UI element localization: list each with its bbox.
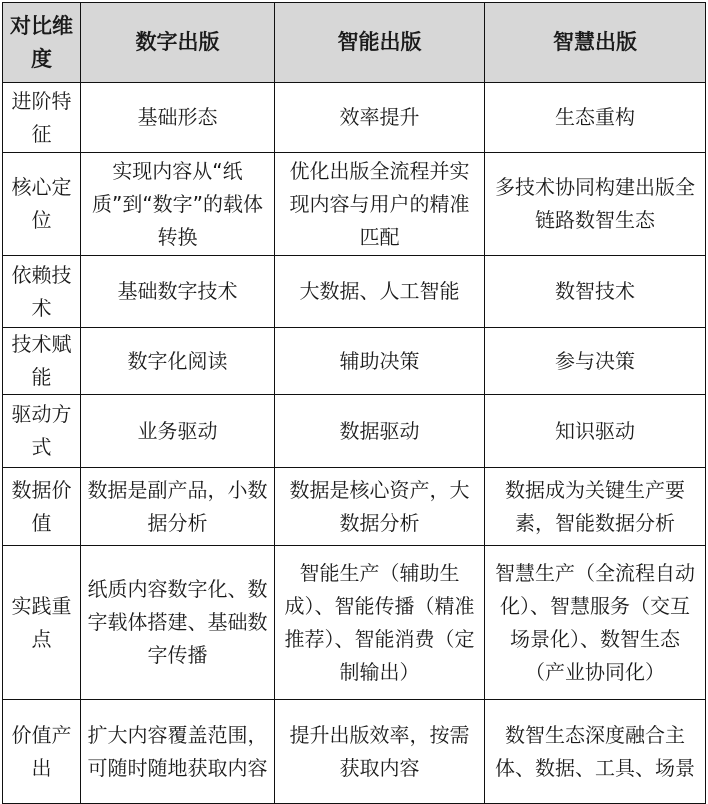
table-row	[3, 395, 706, 468]
row-dimension: 数据价值	[3, 468, 81, 546]
cell-smart: 生态重构	[485, 83, 706, 153]
cell-smart: 数智技术	[485, 256, 706, 328]
table-row	[3, 700, 706, 804]
cell-digital: 实现内容从“纸质”到“数字”的载体转换	[81, 153, 275, 256]
cell-digital: 扩大内容覆盖范围，可随时随地获取内容	[81, 700, 275, 804]
cell-smart: 智慧生产（全流程自动化）、智慧服务（交互场景化）、数智生态（产业协同化）	[485, 546, 706, 700]
cell-intelligent: 辅助决策	[275, 328, 485, 395]
row-dimension: 技术赋能	[3, 328, 81, 395]
cell-digital: 基础数字技术	[81, 256, 275, 328]
table-row	[3, 328, 706, 395]
cell-intelligent: 优化出版全流程并实现内容与用户的精准匹配	[275, 153, 485, 256]
cell-intelligent: 大数据、人工智能	[275, 256, 485, 328]
header-digital-publishing: 数字出版	[81, 3, 275, 83]
row-dimension: 核心定位	[3, 153, 81, 256]
row-dimension: 实践重点	[3, 546, 81, 700]
cell-intelligent: 提升出版效率，按需获取内容	[275, 700, 485, 804]
table-row	[3, 153, 706, 256]
cell-digital: 数字化阅读	[81, 328, 275, 395]
cell-smart: 数据成为关键生产要素，智能数据分析	[485, 468, 706, 546]
cell-intelligent: 效率提升	[275, 83, 485, 153]
cell-smart: 参与决策	[485, 328, 706, 395]
table-row	[3, 468, 706, 546]
header-dimension: 对比维度	[3, 3, 81, 83]
row-dimension: 依赖技术	[3, 256, 81, 328]
cell-digital: 纸质内容数字化、数字载体搭建、基础数字传播	[81, 546, 275, 700]
cell-digital: 基础形态	[81, 83, 275, 153]
row-dimension: 价值产出	[3, 700, 81, 804]
cell-digital: 数据是副产品，小数据分析	[81, 468, 275, 546]
cell-digital: 业务驱动	[81, 395, 275, 468]
comparison-table	[2, 2, 706, 804]
cell-smart: 知识驱动	[485, 395, 706, 468]
row-dimension: 驱动方式	[3, 395, 81, 468]
table-row	[3, 256, 706, 328]
table-row	[3, 546, 706, 700]
row-dimension: 进阶特征	[3, 83, 81, 153]
header-smart-publishing: 智慧出版	[485, 3, 706, 83]
cell-intelligent: 数据是核心资产，大数据分析	[275, 468, 485, 546]
table-row	[3, 83, 706, 153]
cell-intelligent: 智能生产（辅助生成）、智能传播（精准推荐）、智能消费（定制输出）	[275, 546, 485, 700]
header-row	[3, 3, 706, 83]
cell-smart: 多技术协同构建出版全链路数智生态	[485, 153, 706, 256]
cell-smart: 数智生态深度融合主体、数据、工具、场景	[485, 700, 706, 804]
cell-intelligent: 数据驱动	[275, 395, 485, 468]
header-intelligent-publishing: 智能出版	[275, 3, 485, 83]
